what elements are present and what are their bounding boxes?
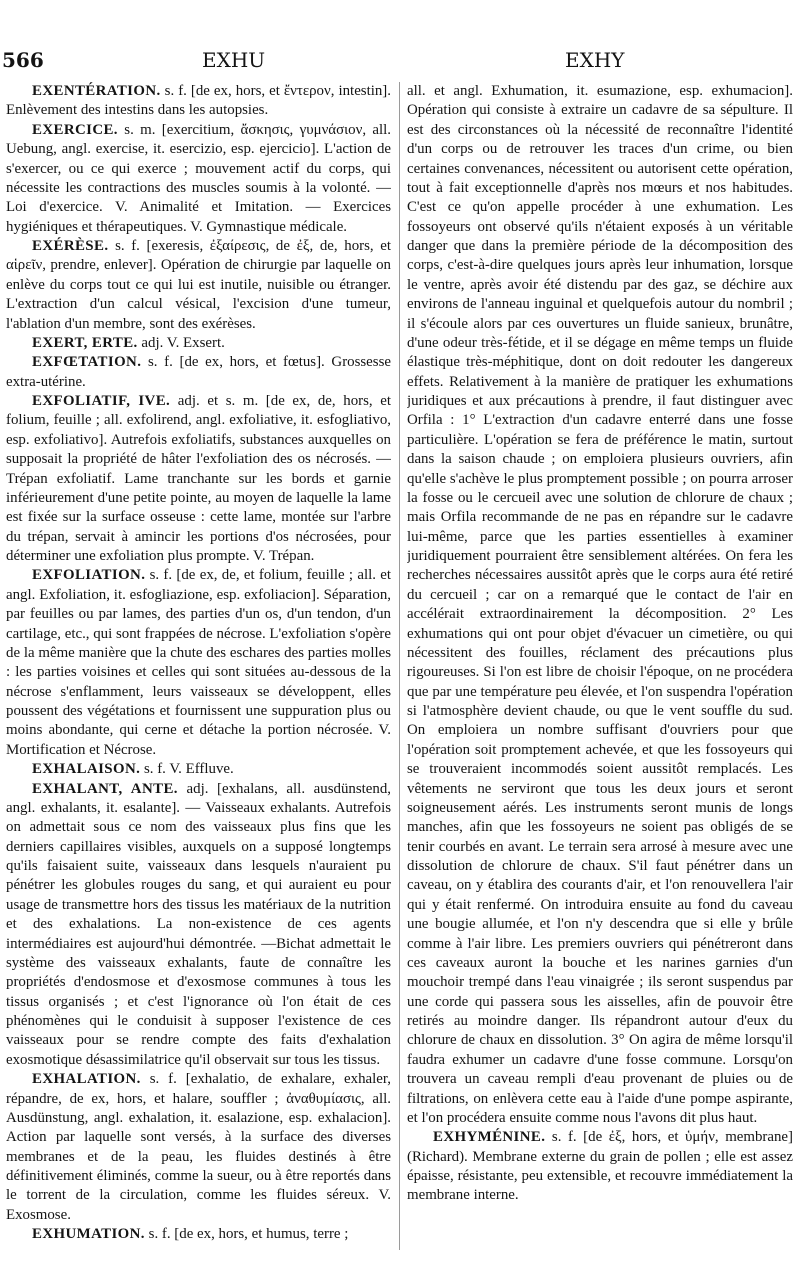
entry-headword: EXHALANT, ANTE. (32, 780, 178, 797)
entry-headword: EXERCICE. (32, 121, 118, 138)
entry-headword: EXENTÉRATION. (32, 83, 161, 99)
dictionary-entry (6, 82, 391, 121)
dictionary-entry (6, 1225, 391, 1244)
entry-text: s. f. [de ex, hors, et humus, terre ; (144, 1226, 349, 1243)
dictionary-entry (6, 334, 391, 353)
entry-text: s. f. [de ex, de, et folium, feuille ; all. et angl. Exfoliation, it. esfogliazione, esp. exfoliacion]. Séparation, par feuilles ou par lames, des parties d'un os, d'un tendon, d'un cartilage, etc., qui sont frappées de nécrose. L'exfoliation s'opère de la même manière que la chute des eschares des parties molles : les parties voisines et celles qui sont situées au-dessous de la nécrose s'enflamment, leurs vaisseaux se développent, elles poussent des végétations et fournissent une suppuration plus ou moins abondante, qui cerne et détache la portion nécrosée. V. Mortification et Nécrose. (6, 567, 391, 758)
entry-headword: EXHYMÉNINE. (433, 1129, 546, 1146)
entry-text: s. f. [exeresis, ἐξαίρεσις, de ἐξ, de, hors, et αἱρεῖν, prendre, enlever]. Opération de chirurgie par laquelle on enlève du corps tout ce qui lui est inutile, nuisible ou étranger. L'extraction d'un calcul vésical, l'excision d'une tumeur, l'ablation d'un membre, sont des exérèses. (6, 238, 391, 332)
dictionary-entry (6, 353, 391, 392)
entry-text: s. f. [exhalatio, de exhalare, exhaler, répandre, de ex, hors, et halare, souffler ; ἀναθυμίασις, all. Ausdünstung, angl. exhalation, it. esalazione, esp. exhalacion]. Action par laquelle sont versés, à la surface des diverses membranes et de la peau, les fluides destinés à être définitivement éliminés, comme la sueur, ou à être reportés dans le torrent de la circulation, comme les fluides séreux. V. Exosmose. (6, 1071, 391, 1223)
guide-word-right: EXHY (565, 48, 625, 72)
page-number: 566 (2, 48, 44, 72)
dictionary-entry (6, 1070, 391, 1225)
entry-headword: EXERT, ERTE. (32, 334, 138, 351)
entry-text: s. f. [de ex, hors, et fœtus]. Grossesse extra-utérine. (6, 354, 391, 390)
entry-headword: EXFOLIATIF, IVE. (32, 393, 171, 409)
dictionary-entry (407, 82, 793, 1128)
dictionary-entry (407, 1128, 793, 1206)
entry-headword: EXHALAISON. (32, 761, 141, 778)
entry-text: adj. et s. m. [de ex, de, hors, et folium, feuille ; all. exfolirend, angl. exfoliative, it. esfogliativo, esp. exfoliativo]. Autrefois exfoliatifs, substances auxquelles on supposait la propriété de hâter l'exfoliation des os nécrosés. — Trépan exfoliatif. Lame tranchante sur les bords et garnie inférieurement d'une petite pointe, au moyen de laquelle la lame est fixée sur la surface osseuse : cette lame, montée sur l'arbre du trépan, servait à amincir les portions d'os nécrosées, pour déterminer une exfoliation plus prompte. V. Trépan. (6, 393, 391, 564)
dictionary-entry (6, 780, 391, 1071)
entry-headword: EXFOLIATION. (32, 567, 146, 584)
page-header (0, 48, 800, 82)
column-divider (399, 82, 400, 1250)
dictionary-entry (6, 121, 391, 237)
entry-text: adj. [exhalans, all. ausdünstend, angl. exhalants, it. esalante]. — Vaisseaux exhalants. Autrefois on admettait sous ce nom des vaisseaux plus fins que les derniers capillaires visibles, auxquels on a supposé longtemps qu'ils faisaient suite, vaisseaux dans lesquels n'auraient pu pénétrer les globules rouges du sang, et qui auraient eu pour usage de transmettre hors des tissus les matériaux de la nutrition et des exhalations. La non-existence de ces agents intermédiaires est aujourd'hui démontrée. —Bichat admettait le système des vaisseaux exhalants, faute de connaître les propriétés d'endosmose et d'exosmose communes à tous les tissus organisés ; et c'est l'ignorance où l'on était de ces phénomènes qui le conduisit à supposer l'existence de ces vaisseaux pour se rendre compte des faits d'exhalation exosmotique désassimilatrice qu'il observait sur tous les tissus. (6, 780, 391, 1068)
entry-headword: EXHALATION. (32, 1071, 141, 1088)
entry-text: adj. V. Exsert. (137, 334, 225, 351)
entry-headword: EXFŒTATION. (32, 354, 142, 371)
dictionary-entry (6, 760, 391, 779)
entry-text: all. et angl. Exhumation, it. esumazione, esp. exhumacion]. Opération qui consiste à extraire un cadavre de sa sépulture. Il est des circonstances où la nécessité de reconnaître l'identité d'un corps ou de retrouver les traces d'un crime, ou bien certaines convenances, nécessitent ou autorisent cette opération, tout à fait exceptionnelle d'après nos mœurs et nos habitudes. C'est ce qu'on appelle procéder à une exhumation. Les fossoyeurs ont observé qu'ils n'étaient exposés à un véritable danger que dans la première période de la décomposition des corps, c'est-à-dire quelques jours après leur inhumation, lorsque le ventre, après avoir été distendu par des gaz, se déchire aux environs de l'anneau inguinal et quelquefois autour du nombril ; il s'écoule alors par ces ouvertures un fluide sanieux, brunâtre, d'une odeur très-fétide, et il se dégage en même temps un fluide élastique très-méphitique, dont on doit redouter les dangereux effets. Relativement à la manière de pratiquer les exhumations juridiques et aux précautions à prendre, il faut distinguer avec Orfila : 1° L'extraction d'un cadavre enterré dans une fosse particulière. L'opération se fera de préférence le matin, surtout dans la saison chaude ; on emploiera plusieurs ouvriers, afin qu'elle s'achève le plus promptement possible ; on pourra arroser la fosse ou le cercueil avec une solution de chlorure de chaux ; mais Orfila recommande de ne pas en répandre sur le cadavre lui-même, parce que les parties essentielles à examiner juridiquement pourraient être sensiblement altérées. On fera les recherches nécessaires aussitôt après que le corps aura été retiré du cercueil ; car on a remarqué que le contact de l'air en accélérait extraordinairement la décomposition. 2° Les exhumations qui ont pour objet d'évacuer un cimetière, ou qui nécessitent des fouilles, réclament des précautions plus rigoureuses. Si l'on est libre de choisir l'époque, on ne procédera que par une température peu élevée, et l'on suspendra l'opération si l'atmosphère devient chaude, ou que le vent souffle du sud. On emploiera un nombre suffisant d'ouvriers pour que l'opération soit promptement achevée, et que les fossoyeurs qui se trouveraient incommodés soient aussitôt remplacés. Les vêtements ne serviront que tous les deux jours et seront soigneusement aérés. Les instruments seront munis de longs manches, afin que les fossoyeurs ne soient pas obligés de se tenir courbés en avant. Le terrain sera arrosé à mesure avec une dissolution de chlorure de chaux. S'il faut pénétrer dans un caveau, on y établira des courants d'air, et l'on renouvellera l'air qui y était renfermé. On introduira ensuite au fond du caveau une bougie allumée, et l'on n'y descendra que si elle y brûle comme à l'air libre. Les premiers ouvriers qui pénétreront dans ces caveaux auront la bouche et les narines garnies d'un mouchoir trempé dans l'eau vinaigrée ; ils seront suspendus par une corde qui passera sous les aisselles, afin de pouvoir être retirés au moindre danger. Ils répandront autour d'eux du chlorure de chaux en dissolution. 3° On agira de même lorsqu'il faudra exhumer un cadavre d'une fosse commune. Lorsqu'on trouvera un caveau rempli d'eau provenant de pluies ou de filtrations, on enlèvera cette eau à l'aide d'une pompe aspirante, et l'on procédera ensuite comme nous l'avons dit plus haut. (407, 83, 793, 1126)
right-column (407, 82, 793, 1262)
dictionary-entry (6, 392, 391, 566)
dictionary-entry (6, 566, 391, 760)
entry-text: s. f. V. Effluve. (140, 761, 234, 778)
left-column (6, 82, 391, 1262)
entry-text: s. m. [exercitium, ἄσκησις, γυμνάσιον, all. Uebung, angl. exercise, it. esercizio, esp. ejercicio]. L'action de s'exercer, ou ce qui exerce ; mouvement actif du corps, qui nécessite les contractions des muscles soumis à la volonté. — Loi d'exercice. V. Animalité et Imitation. — Exercices hygiéniques et thérapeutiques. V. Gymnastique médicale. (6, 121, 391, 235)
entry-headword: EXHUMATION. (32, 1226, 145, 1243)
entry-headword: EXÉRÈSE. (32, 238, 109, 254)
guide-word-left: EXHU (202, 48, 266, 72)
dictionary-entry (6, 237, 391, 334)
entry-text: s. f. [de ex, hors, et ἔντερον, intestin]. Enlèvement des intestins dans les autopsies. (6, 83, 391, 119)
entry-text: s. f. [de ἐξ, hors, et ὑμήν, membrane] (Richard). Membrane externe du grain de pollen ; elle est assez épaisse, résistante, peu extensible, et recouvre immédiatement la membrane interne. (407, 1129, 793, 1204)
